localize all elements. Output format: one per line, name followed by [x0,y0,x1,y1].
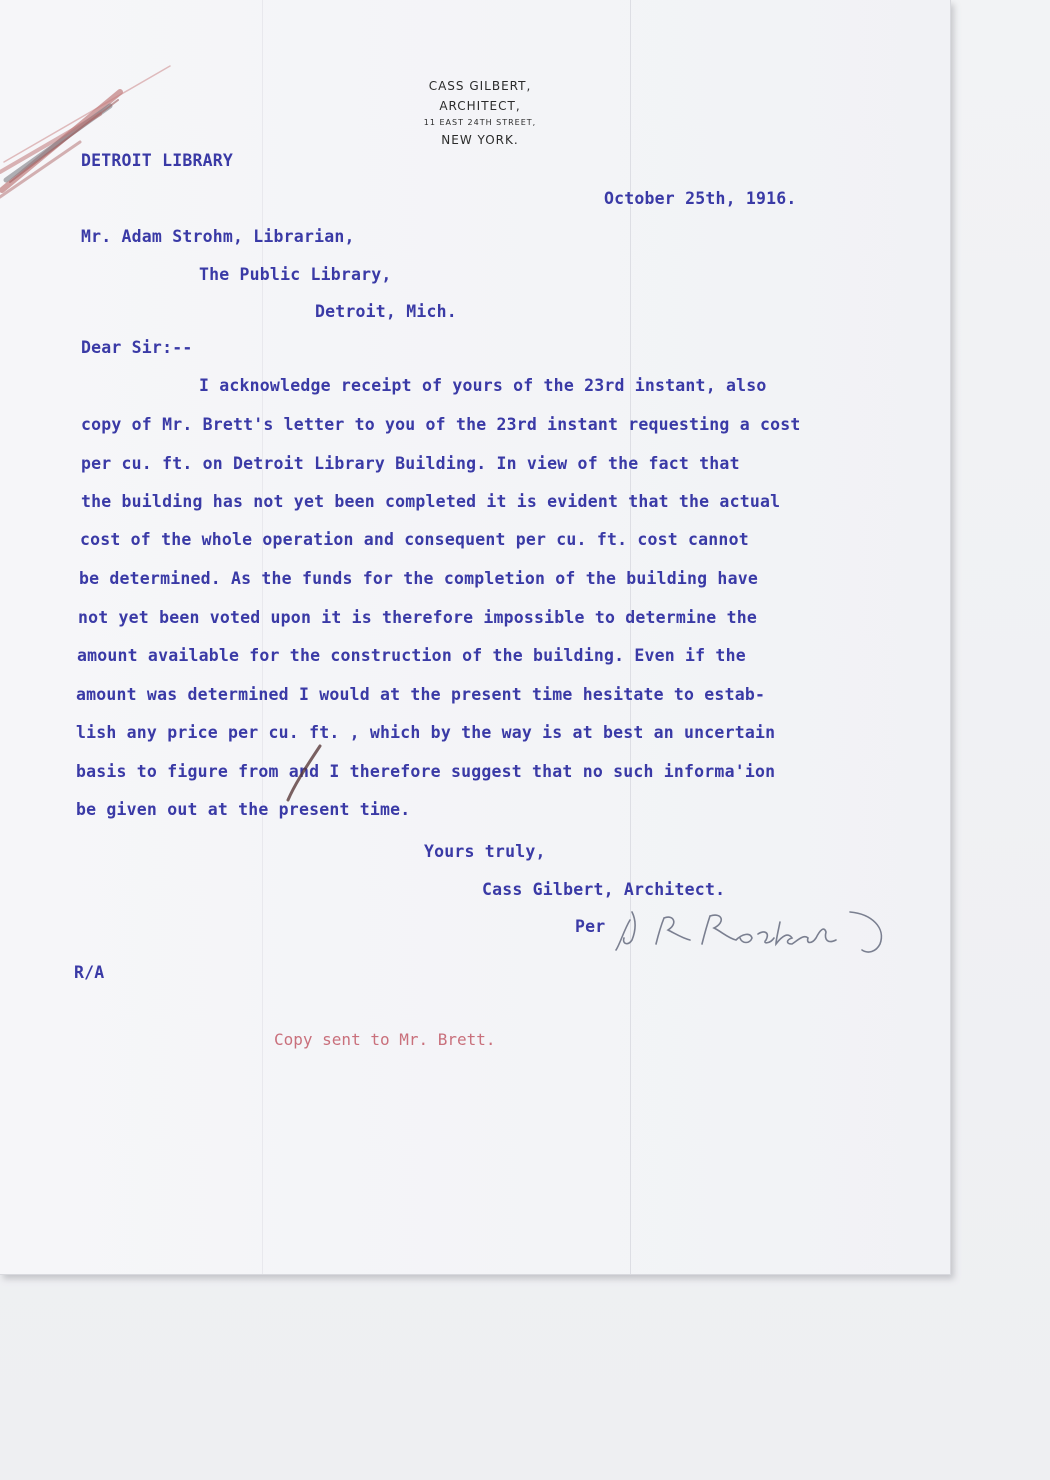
body-line: amount available for the construction of the building. Even if the [77,646,746,665]
typist-initials: R/A [74,963,105,982]
pencil-scribble-mark [0,62,180,202]
recipient-city: Detroit, Mich. [315,302,457,321]
body-line: I acknowledge receipt of yours of the 23rd instant, also [199,376,767,395]
fold-line [262,0,263,1274]
body-line: basis to figure from and I therefore suggest that no such informa'ion [76,762,776,781]
signature-block: Cass Gilbert, Architect. [482,880,726,899]
letterhead [380,76,580,150]
body-line: not yet been voted upon it is therefore impossible to determine the [78,608,757,627]
salutation: Dear Sir:-- [81,338,193,357]
recipient-institution: The Public Library, [199,265,392,284]
copy-note: Copy sent to Mr. Brett. [274,1030,496,1049]
body-line: amount was determined I would at the present time hesitate to estab- [76,685,766,704]
body-line: cost of the whole operation and consequent per cu. ft. cost cannot [80,530,749,549]
body-line: copy of Mr. Brett's letter to you of the 23rd instant requesting a cost [81,415,801,434]
letterhead-street: 11 EAST 24TH STREET, [423,118,537,127]
per-label: Per [575,917,606,936]
letter-subject: DETROIT LIBRARY [81,151,234,170]
body-line: be given out at the present time. [76,800,411,819]
recipient-name: Mr. Adam Strohm, Librarian, [81,227,355,246]
handwritten-signature [610,900,910,960]
ink-stroke-mark [280,730,340,810]
letterhead-city: NEW YORK. [441,133,519,147]
letter-date: October 25th, 1916. [604,189,797,208]
body-line: lish any price per cu. ft. , which by the way is at best an uncertain [76,723,776,742]
letterhead-title: ARCHITECT, [439,99,521,113]
body-line: per cu. ft. on Detroit Library Building. In view of the fact that [81,454,740,473]
body-line: the building has not yet been completed it is evident that the actual [81,492,781,511]
closing: Yours truly, [424,842,546,861]
body-line: be determined. As the funds for the completion of the building have [79,569,758,588]
letterhead-name: CASS GILBERT, [428,79,532,93]
